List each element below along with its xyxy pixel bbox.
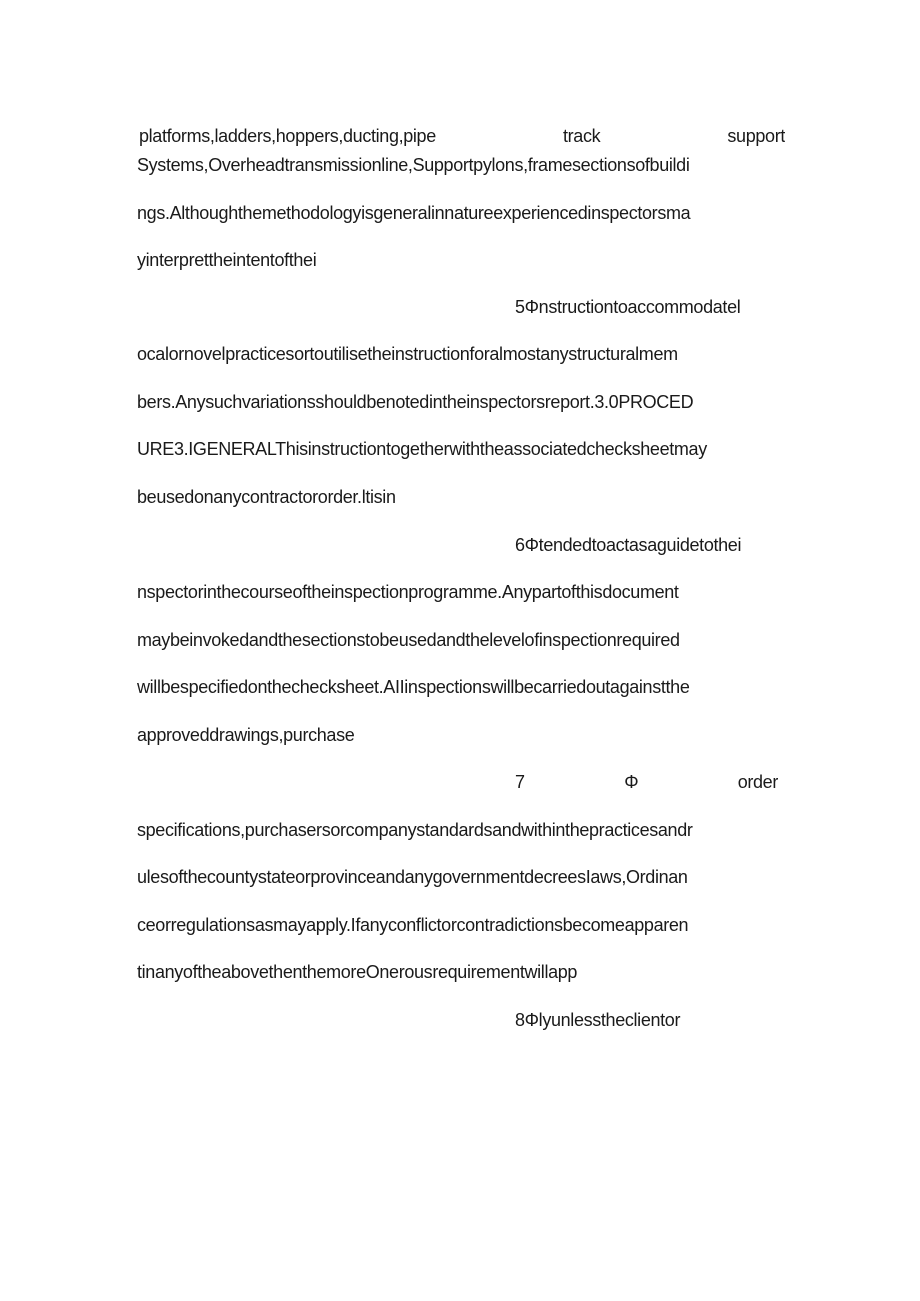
text-line: willbespecifiedonthechecksheet.AIIinspectionswillbecarriedoutagainstthe	[137, 677, 690, 697]
text-fragment: order	[737, 772, 778, 792]
text-line: ocalornovelpracticesortoutilisetheinstructionforalmostanystructuralmem	[137, 344, 678, 364]
text-line-marker-7	[515, 771, 778, 793]
text-fragment: platforms,ladders,hoppers,ducting,pipe	[139, 126, 436, 146]
text-line: yinterprettheintentofthei	[137, 250, 317, 270]
text-line: URE3.IGENERALThisinstructiontogetherwiththeassociatedchecksheetmay	[137, 439, 707, 459]
text-line: ngs.Althoughthemethodologyisgeneralinnatureexperiencedinspectorsma	[137, 203, 691, 223]
text-line: tinanyoftheabovethenthemoreOnerousrequirementwillapp	[137, 962, 578, 982]
text-fragment: 7	[515, 772, 525, 792]
text-line: bers.Anysuchvariationsshouldbenotedintheinspectorsreport.3.0PROCED	[137, 392, 694, 412]
text-line: beusedonanycontractororder.ltisin	[137, 487, 396, 507]
text-line: Systems,Overheadtransmissionline,Supportpylons,framesectionsofbuildi	[137, 155, 690, 175]
text-line: ulesofthecountystateorprovinceandanygovernmentdecreesIaws,Ordinan	[137, 867, 688, 887]
text-line: ceorregulationsasmayapply.Ifanyconflictorcontradictionsbecomeapparen	[137, 915, 689, 935]
text-fragment: track	[563, 126, 601, 146]
text-line: maybeinvokedandthesectionstobeusedandthelevelofinspectionrequired	[137, 630, 680, 650]
text-line-marker-8: 8Φlyunlesstheclientor	[515, 1010, 681, 1030]
text-line-1	[139, 125, 785, 147]
text-fragment: support	[727, 126, 785, 146]
text-line-marker-5: 5Φnstructiontoaccommodatel	[515, 297, 741, 317]
text-line-marker-6: 6Φtendedtoactasaguidetothei	[515, 535, 742, 555]
text-line: approveddrawings,purchase	[137, 725, 355, 745]
text-fragment: Φ	[624, 772, 639, 792]
text-line: nspectorinthecourseoftheinspectionprogramme.Anypartofthisdocument	[137, 582, 679, 602]
text-line: specifications,purchasersorcompanystandardsandwithinthepracticesandr	[137, 820, 693, 840]
